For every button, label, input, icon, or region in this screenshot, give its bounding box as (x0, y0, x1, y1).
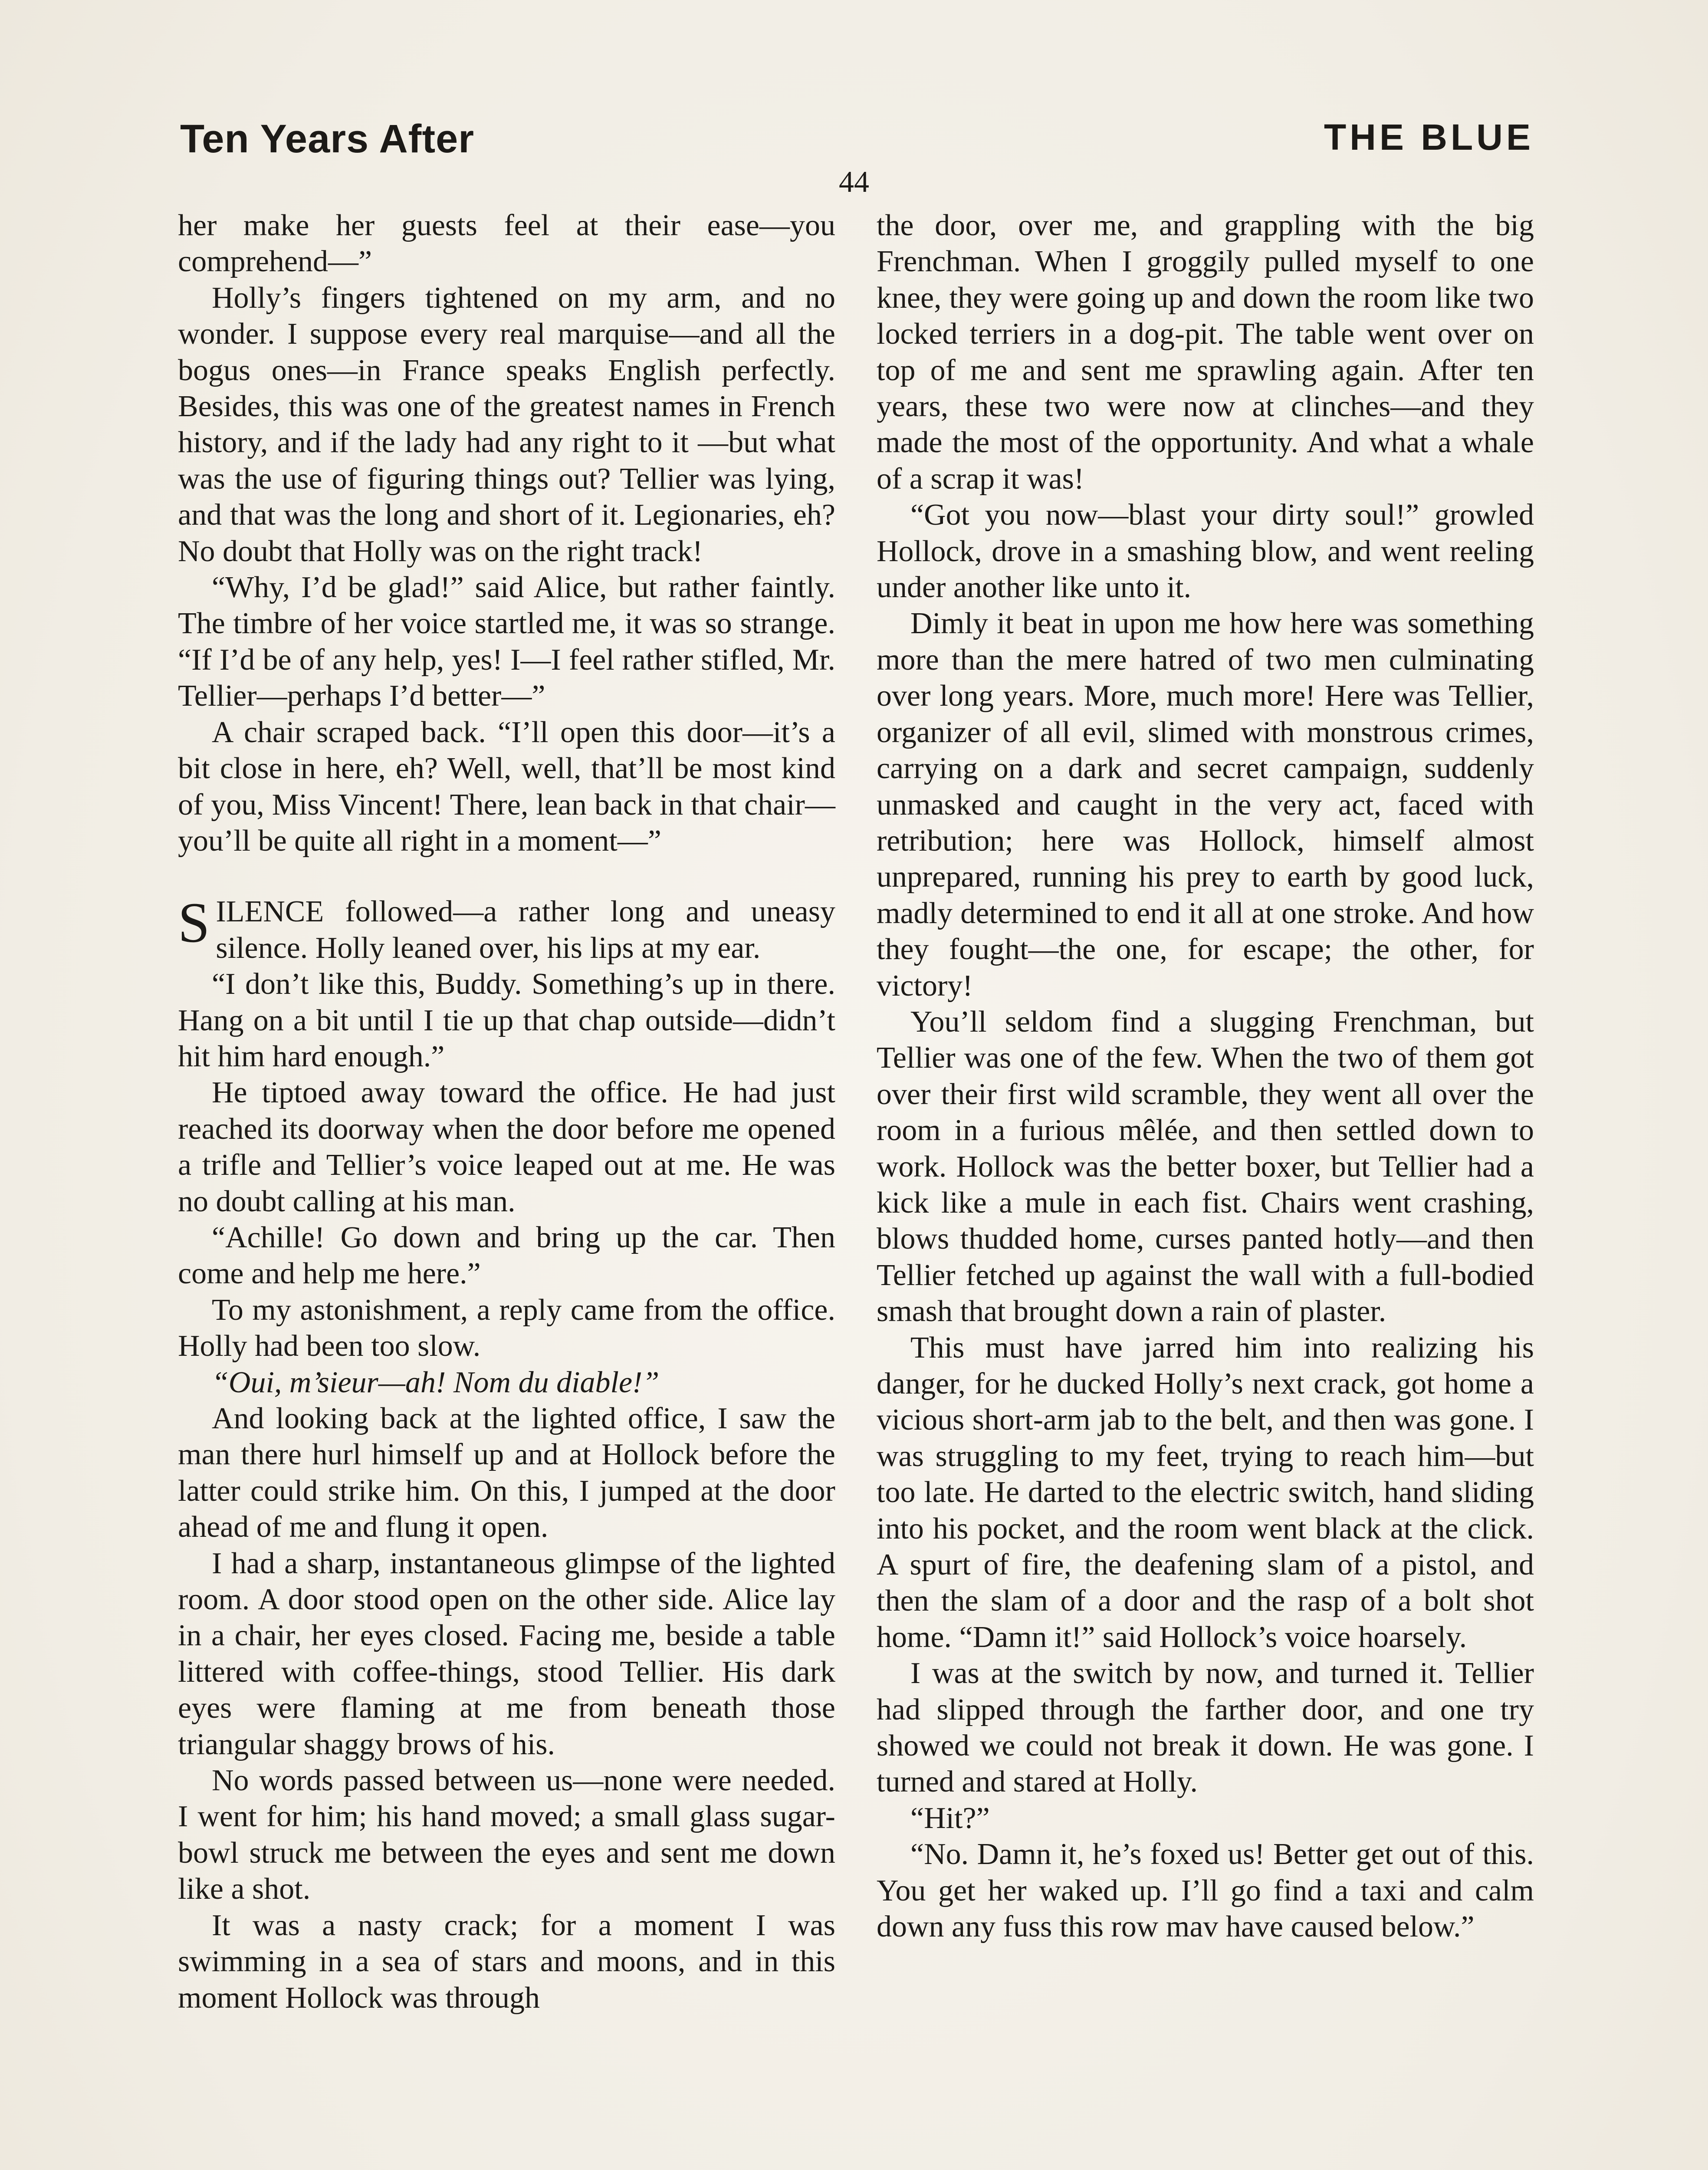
magazine-title: THE BLUE (1324, 117, 1534, 158)
section-opening-text: ILENCE followed—a rather long and uneasy silence. Holly leaned over, his lips at my ear. (216, 895, 835, 965)
section-opening-paragraph (178, 891, 835, 966)
paragraph: “Achille! Go down and bring up the car. Then come and help me here.” (178, 1220, 835, 1291)
right-column (877, 207, 1534, 1945)
paragraph: “Why, I’d be glad!” said Alice, but rather faintly. The timbre of her voice startled me, it was so strange. “If I’d be of any help, yes! I—I feel rather stifled, Mr. Tellier—perhaps I’d better—” (178, 571, 835, 713)
page-number: 44 (839, 165, 869, 199)
paragraph: This must have jarred him into realizing his danger, for he ducked Holly’s next crack, got home a vicious short-arm jab to the belt, and then was gone. I was struggling to my feet, trying to reach him—but too late. He darted to the electric switch, hand sliding into his pocket, and the room went black at the click. A spurt of fire, the deafening slam of a pistol, and then the slam of a door and the rasp of a bolt shot home. “Damn it!” said Hollock’s voice hoarsely. (877, 1331, 1534, 1654)
story-title: Ten Years After (180, 117, 475, 161)
paragraph: To my astonishment, a reply came from the office. Holly had been too slow. (178, 1293, 835, 1363)
paragraph: “Hit?” (910, 1801, 990, 1835)
paragraph: “Got you now—blast your dirty soul!” growled Hollock, drove in a smashing blow, and went reeling under another like unto it. (877, 498, 1534, 605)
italic-dialogue: “Oui, m’sieur—ah! Nom du diable!” (212, 1365, 660, 1399)
paragraph: No words passed between us—none were needed. I went for him; his hand moved; a small glass sugar-bowl struck me between the eyes and sent me down like a shot. (178, 1764, 835, 1906)
paragraph: “I don’t like this, Buddy. Something’s up in there. Hang on a bit until I tie up that chap outside—didn’t hit him hard enough.” (178, 967, 835, 1073)
paragraph: “No. Damn it, he’s foxed us! Better get out of this. You get her waked up. I’ll go find a taxi and calm down any fuss this row mav have caused below.” (877, 1838, 1534, 1944)
paragraph: Holly’s fingers tightened on my arm, and no wonder. I suppose every real marquise—and all the bogus ones—in France speaks English perfectly. Besides, this was one of the greatest names in French history, and if the lady had any right to it —but what was the use of figuring things out? Tellier was lying, and that was the long and short of it. Legionaries, eh? No doubt that Holly was on the right track! (178, 281, 835, 568)
paragraph: He tiptoed away toward the office. He had just reached its doorway when the door before me opened a trifle and Tellier’s voice leaped out at me. He was no doubt calling at his man. (178, 1076, 835, 1218)
paragraph: Dimly it beat in upon me how here was something more than the mere hatred of two men culminating over long years. More, much more! Here was Tellier, organizer of all evil, slimed with monstrous crimes, carrying on a dark and secret campaign, suddenly unmasked and caught in the very act, faced with retribution; here was Hollock, himself almost unprepared, running his prey to earth by good luck, madly determined to end it all at one stroke. And how they fought—the one, for escape; the other, for victory! (877, 607, 1534, 1003)
paragraph: her make her guests feel at their ease—you comprehend—” (178, 209, 835, 279)
left-column (178, 207, 835, 2016)
paragraph: It was a nasty crack; for a moment I was swimming in a sea of stars and moons, and in this moment Hollock was through (178, 1908, 835, 2015)
drop-cap: S (178, 891, 210, 955)
paragraph: A chair scraped back. “I’ll open this door—it’s a bit close in here, eh? Well, well, that’ll be most kind of you, Miss Vincent! There, lean back in that chair—you’ll be quite all right in a moment—” (178, 715, 835, 858)
paragraph: I was at the switch by now, and turned it. Tellier had slipped through the farther door, and one try showed we could not break it down. He was gone. I turned and stared at Holly. (877, 1657, 1534, 1799)
paragraph: the door, over me, and grappling with the big Frenchman. When I groggily pulled myself to one knee, they were going up and down the room like two locked terriers in a dog-pit. The table went over on top of me and sent me sprawling again. After ten years, these two were now at clinches—and they made the most of the opportunity. And what a whale of a scrap it was! (877, 209, 1534, 496)
paragraph: I had a sharp, instantaneous glimpse of the lighted room. A door stood open on the other side. Alice lay in a chair, her eyes closed. Facing me, beside a table littered with coffee-things, stood Tellier. His dark eyes were flaming at me from beneath those triangular shaggy brows of his. (178, 1546, 835, 1761)
paragraph: You’ll seldom find a slugging Frenchman, but Tellier was one of the few. When the two of them got over their first wild scramble, they went all over the room in a furious mêlée, and then settled down to work. Hollock was the better boxer, but Tellier had a kick like a mule in each fist. Chairs went crashing, blows thudded home, curses panted hotly—and then Tellier fetched up against the wall with a full-bodied smash that brought down a rain of plaster. (877, 1005, 1534, 1328)
paragraph: And looking back at the lighted office, I saw the man there hurl himself up and at Hollock before the latter could strike him. On this, I jumped at the door ahead of me and flung it open. (178, 1402, 835, 1544)
